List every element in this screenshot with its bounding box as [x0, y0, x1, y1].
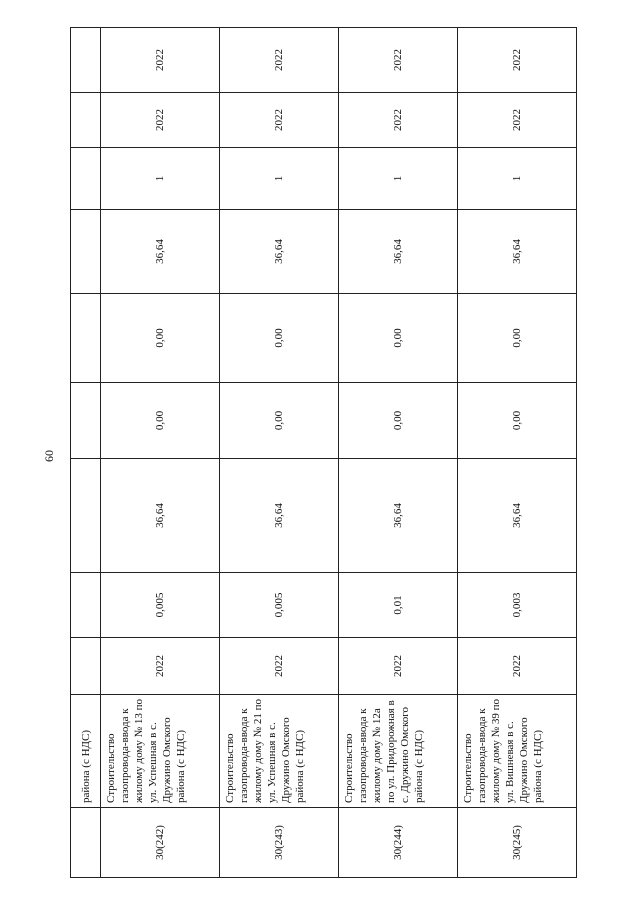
row-description: Строительство газопровода-ввода к жилому дому № 21 по ул. Успешная в с. Дружино Омского района (с НДС): [220, 695, 339, 808]
row-id: 30(244): [339, 808, 458, 878]
row-year: 2022: [220, 638, 339, 695]
header-fragment: района (с НДС): [71, 695, 101, 808]
row-value-1: 0,00: [339, 383, 458, 459]
table-cell: [71, 808, 101, 878]
table-cell: [71, 383, 101, 459]
row-description: Строительство газопровода-ввода к жилому дому № 12а по ул. Придорожная в с. Дружино Омского района (с НДС): [339, 695, 458, 808]
row-start-year: 2022: [458, 93, 577, 148]
row-total: 36,64: [220, 459, 339, 573]
table-cell: [71, 210, 101, 294]
row-value-3: 36,64: [458, 210, 577, 294]
row-description: Строительство газопровода-ввода к жилому дому № 13 по ул. Успешная в с. Дружино Омского района (с НДС): [101, 695, 220, 808]
row-value-1: 0,00: [101, 383, 220, 459]
row-value-3: 36,64: [339, 210, 458, 294]
table-cell: [71, 93, 101, 148]
row-total: 36,64: [458, 459, 577, 573]
row-start-year: 2022: [220, 93, 339, 148]
row-start-year: 2022: [339, 93, 458, 148]
row-length: 0,003: [458, 573, 577, 638]
row-value-2: 0,00: [220, 294, 339, 383]
table-row: [339, 28, 458, 878]
row-id: 30(242): [101, 808, 220, 878]
row-year: 2022: [101, 638, 220, 695]
row-end-year: 2022: [458, 28, 577, 93]
row-value-2: 0,00: [458, 294, 577, 383]
row-value-1: 0,00: [220, 383, 339, 459]
row-total: 36,64: [101, 459, 220, 573]
table-row: [458, 28, 577, 878]
row-count: 1: [339, 148, 458, 210]
row-total: 36,64: [339, 459, 458, 573]
row-description: Строительство газопровода-ввода к жилому дому № 39 по ул. Вишневая в с. Дружино Омского района (с НДС): [458, 695, 577, 808]
table-row: [220, 28, 339, 878]
table-row-header-fragment: [71, 28, 101, 878]
row-year: 2022: [339, 638, 458, 695]
row-value-3: 36,64: [220, 210, 339, 294]
table-cell: [71, 638, 101, 695]
row-end-year: 2022: [220, 28, 339, 93]
table-cell: [71, 459, 101, 573]
table-row: [101, 28, 220, 878]
row-length: 0,005: [101, 573, 220, 638]
row-value-2: 0,00: [339, 294, 458, 383]
row-start-year: 2022: [101, 93, 220, 148]
row-value-3: 36,64: [101, 210, 220, 294]
table-cell: [71, 573, 101, 638]
investment-table: [70, 27, 577, 878]
row-length: 0,005: [220, 573, 339, 638]
page-number: 60: [42, 450, 56, 462]
row-id: 30(243): [220, 808, 339, 878]
row-end-year: 2022: [339, 28, 458, 93]
row-count: 1: [220, 148, 339, 210]
rotated-table-sheet: [70, 28, 554, 878]
row-id: 30(245): [458, 808, 577, 878]
table-cell: [71, 294, 101, 383]
row-value-2: 0,00: [101, 294, 220, 383]
row-length: 0,01: [339, 573, 458, 638]
row-value-1: 0,00: [458, 383, 577, 459]
table-cell: [71, 28, 101, 93]
row-end-year: 2022: [101, 28, 220, 93]
row-count: 1: [458, 148, 577, 210]
table-cell: [71, 148, 101, 210]
row-count: 1: [101, 148, 220, 210]
row-year: 2022: [458, 638, 577, 695]
